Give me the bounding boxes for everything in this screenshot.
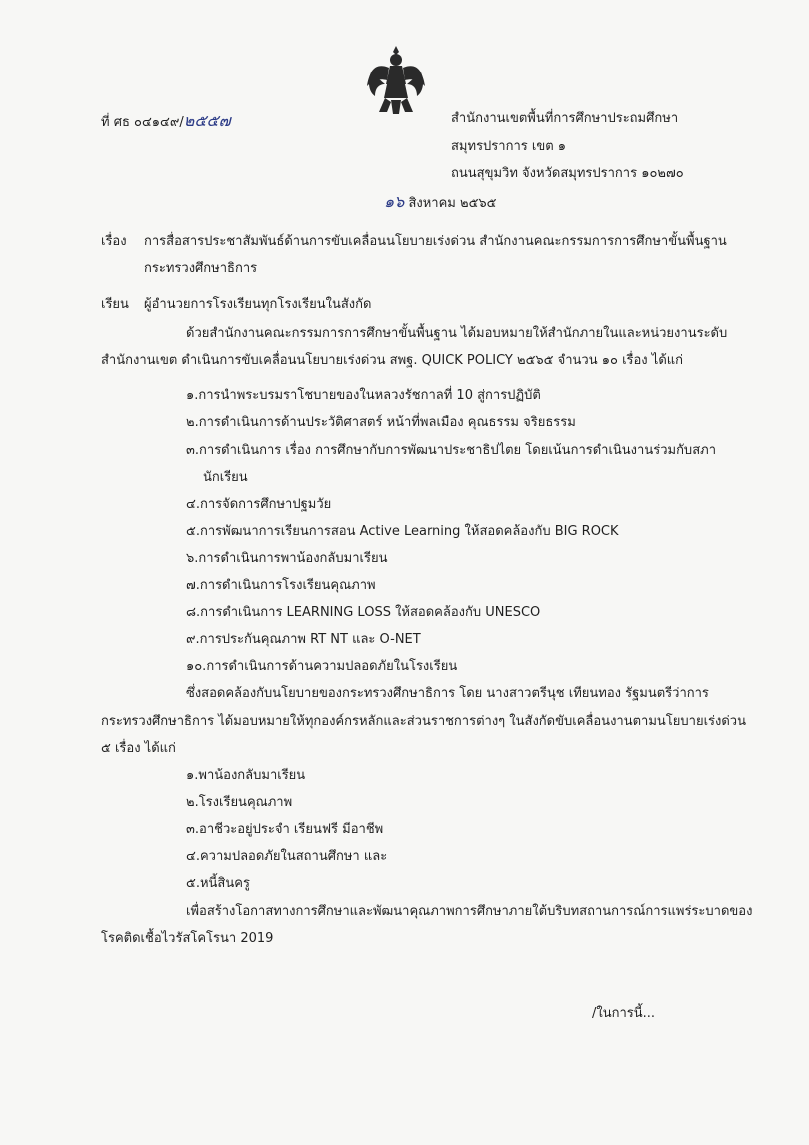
ministry-item: ๒.โรงเรียนคุณภาพ [186, 795, 293, 810]
office-line1: สำนักงานเขตพื้นที่การศึกษาประถมศึกษา [451, 111, 679, 126]
policy-item-continued: นักเรียน [203, 470, 248, 485]
policy-item: ๘.การดำเนินการ LEARNING LOSS ให้สอดคล้องกับ UNESCO [186, 605, 541, 620]
subject-line2: กระทรวงศึกษาธิการ [144, 261, 258, 276]
para2-line1: ซึ่งสอดคล้องกับนโยบายของกระทรวงศึกษาธิการ โดย นางสาวตรีนุช เทียนทอง รัฐมนตรีว่าการ [186, 686, 709, 701]
para1-line1: ด้วยสำนักงานคณะกรรมการการศึกษาขั้นพื้นฐาน ได้มอบหมายให้สำนักภายในและหน่วยงานระดับ [186, 326, 728, 341]
policy-item: ๙.การประกันคุณภาพ RT NT และ O-NET [186, 632, 421, 647]
ministry-item: ๑.พาน้องกลับมาเรียน [186, 768, 306, 783]
policy-item: ๖.การดำเนินการพาน้องกลับมาเรียน [186, 551, 388, 566]
policy-item: ๑๐.การดำเนินการด้านความปลอดภัยในโรงเรียน [186, 659, 458, 674]
ministry-item: ๔.ความปลอดภัยในสถานศึกษา และ [186, 849, 388, 864]
policy-item: ๑.การนำพระบรมราโชบายของในหลวงรัชกาลที่ 10 สู่การปฏิบัติ [186, 388, 541, 403]
recipient-text: ผู้อำนวยการโรงเรียนทุกโรงเรียนในสังกัด [144, 297, 372, 312]
continuation-marker: /ในการนี้... [592, 1006, 656, 1021]
date-line [384, 193, 497, 213]
policy-item: ๓.การดำเนินการ เรื่อง การศึกษากับการพัฒนาประชาธิปไตย โดยเน้นการดำเนินงานร่วมกับสภา [186, 443, 716, 458]
policy-item: ๗.การดำเนินการโรงเรียนคุณภาพ [186, 578, 376, 593]
policy-item: ๔.การจัดการศึกษาปฐมวัย [186, 497, 332, 512]
office-line3: ถนนสุขุมวิท จังหวัดสมุทรปราการ ๑๐๒๗๐ [451, 166, 684, 181]
para3-line2: โรคติดเชื้อไวรัสโคโรนา 2019 [101, 931, 274, 946]
reference-number-handwritten: ๒๕๕๗ [183, 111, 231, 130]
policy-item: ๒.การดำเนินการด้านประวัติศาสตร์ หน้าที่พลเมือง คุณธรรม จริยธรรม [186, 415, 576, 430]
ministry-item: ๓.อาชีวะอยู่ประจำ เรียนฟรี มีอาชีพ [186, 822, 384, 837]
subject-line1: การสื่อสารประชาสัมพันธ์ด้านการขับเคลื่อนนโยบายเร่งด่วน สำนักงานคณะกรรมการการศึกษาขั้นพื้นฐาน [144, 234, 727, 249]
para1-line2: สำนักงานเขต ดำเนินการขับเคลื่อนนโยบายเร่งด่วน สพฐ. QUICK POLICY ๒๕๖๕ จำนวน ๑๐ เรื่อง ได้แก่ [101, 353, 684, 368]
office-line2: สมุทรปราการ เขต ๑ [451, 139, 567, 154]
para3-line1: เพื่อสร้างโอกาสทางการศึกษาและพัฒนาคุณภาพการศึกษาภายใต้บริบทสถานการณ์การแพร่ระบาดของ [186, 904, 753, 919]
subject-label: เรื่อง [101, 234, 127, 249]
para2-line3: ๕ เรื่อง ได้แก่ [101, 741, 176, 756]
reference-prefix: ที่ ศธ ๐๔๑๔๙/ [101, 115, 184, 130]
policy-item: ๕.การพัฒนาการเรียนการสอน Active Learning ให้สอดคล้องกับ BIG ROCK [186, 524, 619, 539]
reference-line [101, 112, 231, 132]
date-day-handwritten: ๑๖ [384, 192, 405, 211]
garuda-emblem-icon [365, 42, 427, 118]
date-month-year: สิงหาคม ๒๕๖๕ [408, 196, 497, 211]
para2-line2: กระทรวงศึกษาธิการ ได้มอบหมายให้ทุกองค์กรหลักและส่วนราชการต่างๆ ในสังกัดขับเคลื่อนงานตามนโยบายเร่งด่วน [101, 714, 746, 729]
ministry-item: ๕.หนี้สินครู [186, 876, 250, 891]
recipient-label: เรียน [101, 297, 129, 312]
